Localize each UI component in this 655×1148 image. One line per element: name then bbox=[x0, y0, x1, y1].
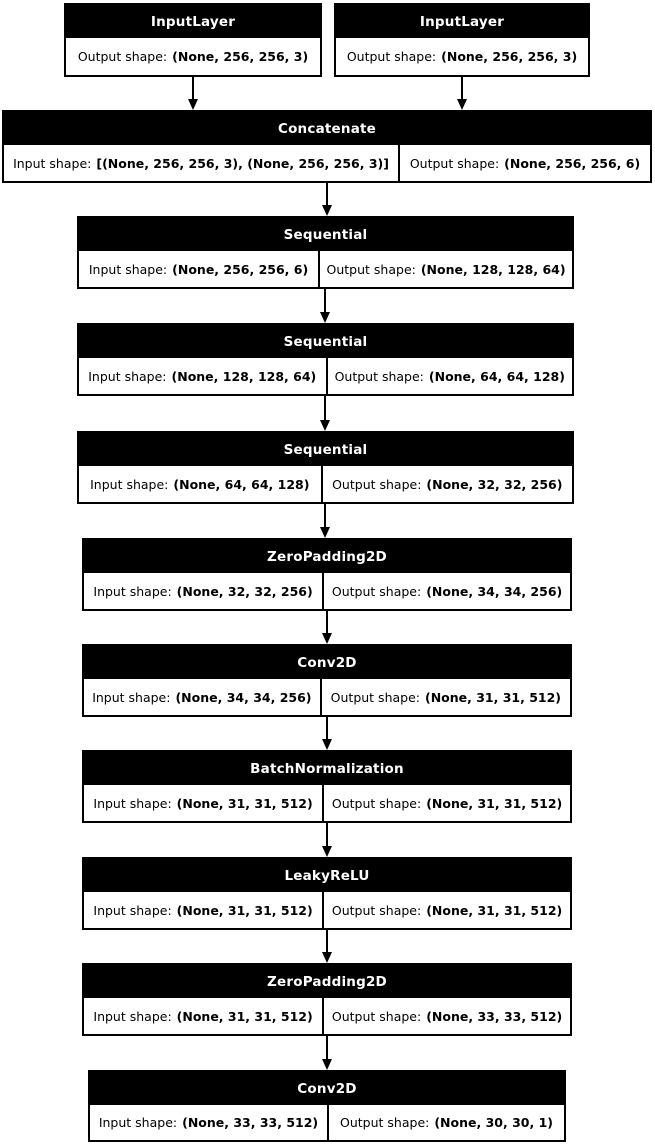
input-shape-cell bbox=[84, 785, 322, 821]
output-shape-cell bbox=[324, 573, 570, 609]
output-shape-cell bbox=[324, 998, 570, 1034]
layer-title: Concatenate bbox=[4, 112, 650, 145]
input-shape-cell bbox=[4, 145, 398, 181]
output-shape-cell bbox=[324, 785, 570, 821]
layer-title: ZeroPadding2D bbox=[84, 540, 570, 573]
node-sequential-2 bbox=[77, 323, 574, 396]
input-shape-label: Input shape: bbox=[93, 795, 172, 811]
edge-line bbox=[326, 717, 328, 741]
output-shape-value: (None, 64, 64, 128) bbox=[428, 368, 565, 384]
input-shape-label: Input shape: bbox=[93, 583, 172, 599]
layer-title: Sequential bbox=[79, 433, 572, 466]
output-shape-cell bbox=[320, 251, 572, 287]
input-shape-label: Input shape: bbox=[88, 368, 167, 384]
layer-title: Conv2D bbox=[84, 646, 570, 679]
input-shape-cell bbox=[84, 892, 322, 928]
input-shape-label: Input shape: bbox=[90, 476, 169, 492]
output-shape-label: Output shape: bbox=[331, 1008, 422, 1024]
arrowhead-icon bbox=[322, 952, 332, 963]
arrowhead-icon bbox=[188, 99, 198, 110]
input-shape-value: (None, 31, 31, 512) bbox=[176, 902, 313, 918]
node-sequential-3 bbox=[77, 431, 574, 504]
edge-line bbox=[326, 823, 328, 848]
output-shape-cell bbox=[323, 466, 572, 502]
output-shape-label: Output shape: bbox=[331, 902, 422, 918]
output-shape-value: (None, 33, 33, 512) bbox=[426, 1008, 563, 1024]
node-zeropadding2d-1 bbox=[82, 538, 572, 611]
input-shape-value: [(None, 256, 256, 3), (None, 256, 256, 3)] bbox=[96, 155, 389, 171]
layer-title: InputLayer bbox=[66, 5, 320, 38]
arrowhead-icon bbox=[457, 99, 467, 110]
arrowhead-icon bbox=[322, 1059, 332, 1070]
input-shape-cell bbox=[84, 679, 320, 715]
node-batchnormalization bbox=[82, 750, 572, 823]
output-shape-value: (None, 256, 256, 6) bbox=[504, 155, 641, 171]
node-leakyrelu bbox=[82, 857, 572, 930]
output-shape-value: (None, 128, 128, 64) bbox=[420, 261, 566, 277]
input-shape-cell bbox=[84, 998, 322, 1034]
output-shape-value: (None, 31, 31, 512) bbox=[426, 795, 563, 811]
output-shape-cell bbox=[328, 358, 573, 394]
output-shape-cell bbox=[66, 38, 320, 75]
output-shape-value: (None, 34, 34, 256) bbox=[426, 583, 563, 599]
output-shape-label: Output shape: bbox=[340, 1115, 430, 1130]
output-shape-value: (None, 32, 32, 256) bbox=[426, 476, 563, 492]
output-shape-cell bbox=[329, 1105, 564, 1140]
input-shape-value: (None, 34, 34, 256) bbox=[175, 689, 312, 705]
output-shape-label: Output shape: bbox=[331, 583, 422, 599]
node-sequential-1 bbox=[77, 216, 574, 289]
input-shape-cell bbox=[79, 466, 321, 502]
input-shape-label: Input shape: bbox=[92, 689, 171, 705]
output-shape-cell bbox=[322, 679, 570, 715]
arrowhead-icon bbox=[322, 205, 332, 216]
output-shape-label: Output shape: bbox=[326, 261, 416, 277]
edge-line bbox=[326, 1036, 328, 1061]
output-shape-label: Output shape: bbox=[334, 368, 424, 384]
output-shape-value: (None, 256, 256, 3) bbox=[172, 49, 309, 64]
arrowhead-icon bbox=[320, 420, 330, 431]
output-shape-value: (None, 31, 31, 512) bbox=[424, 689, 562, 705]
input-shape-label: Input shape: bbox=[93, 902, 172, 918]
input-shape-value: (None, 31, 31, 512) bbox=[176, 795, 313, 811]
edge-line bbox=[324, 396, 326, 422]
edge-line bbox=[326, 930, 328, 954]
input-shape-value: (None, 128, 128, 64) bbox=[171, 368, 317, 384]
output-shape-cell bbox=[324, 892, 570, 928]
output-shape-label: Output shape: bbox=[332, 476, 422, 492]
arrowhead-icon bbox=[322, 633, 332, 644]
output-shape-label: Output shape: bbox=[331, 795, 422, 811]
node-inputlayer-1 bbox=[64, 3, 322, 77]
output-shape-label: Output shape: bbox=[330, 689, 420, 705]
layer-title: BatchNormalization bbox=[84, 752, 570, 785]
edge-line bbox=[324, 504, 326, 529]
node-zeropadding2d-2 bbox=[82, 963, 572, 1036]
layer-title: Sequential bbox=[79, 218, 572, 251]
input-shape-label: Input shape: bbox=[93, 1008, 172, 1024]
edge-line bbox=[324, 289, 326, 314]
input-shape-cell bbox=[79, 251, 318, 287]
node-concatenate bbox=[2, 110, 652, 183]
output-shape-label: Output shape: bbox=[409, 155, 500, 171]
arrowhead-icon bbox=[320, 527, 330, 538]
node-conv2d-1 bbox=[82, 644, 572, 717]
arrowhead-icon bbox=[322, 739, 332, 750]
output-shape-value: (None, 31, 31, 512) bbox=[426, 902, 563, 918]
input-shape-label: Input shape: bbox=[13, 155, 92, 171]
layer-title: Conv2D bbox=[90, 1072, 564, 1105]
input-shape-cell bbox=[79, 358, 326, 394]
arrowhead-icon bbox=[320, 312, 330, 323]
edge-line bbox=[326, 183, 328, 207]
input-shape-cell bbox=[90, 1105, 327, 1140]
edge-line bbox=[461, 77, 463, 101]
output-shape-label: Output shape: bbox=[346, 49, 437, 64]
input-shape-value: (None, 256, 256, 6) bbox=[172, 261, 309, 277]
arrowhead-icon bbox=[322, 846, 332, 857]
input-shape-value: (None, 33, 33, 512) bbox=[182, 1115, 319, 1130]
input-shape-value: (None, 64, 64, 128) bbox=[173, 476, 310, 492]
layer-title: ZeroPadding2D bbox=[84, 965, 570, 998]
output-shape-value: (None, 256, 256, 3) bbox=[441, 49, 578, 64]
output-shape-label: Output shape: bbox=[77, 49, 168, 64]
input-shape-cell bbox=[84, 573, 322, 609]
edge-line bbox=[326, 611, 328, 635]
input-shape-label: Input shape: bbox=[88, 261, 168, 277]
layer-title: LeakyReLU bbox=[84, 859, 570, 892]
output-shape-cell bbox=[400, 145, 650, 181]
input-shape-label: Input shape: bbox=[98, 1115, 178, 1130]
output-shape-value: (None, 30, 30, 1) bbox=[434, 1115, 553, 1130]
input-shape-value: (None, 32, 32, 256) bbox=[176, 583, 313, 599]
layer-title: Sequential bbox=[79, 325, 572, 358]
input-shape-value: (None, 31, 31, 512) bbox=[176, 1008, 313, 1024]
edge-line bbox=[192, 77, 194, 101]
layer-title: InputLayer bbox=[336, 5, 588, 38]
node-conv2d-2 bbox=[88, 1070, 566, 1142]
node-inputlayer-2 bbox=[334, 3, 590, 77]
output-shape-cell bbox=[336, 38, 588, 75]
